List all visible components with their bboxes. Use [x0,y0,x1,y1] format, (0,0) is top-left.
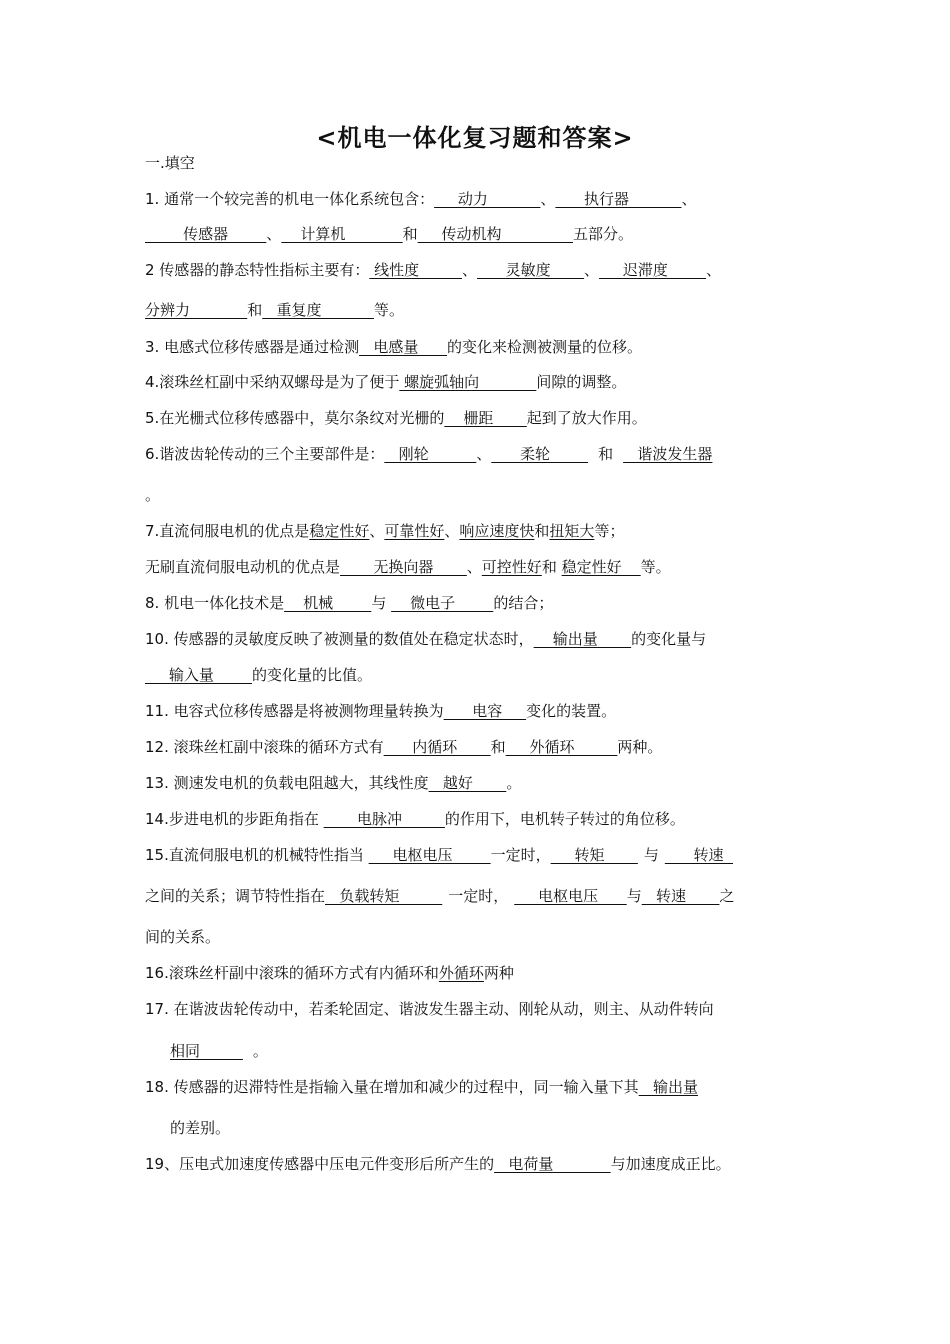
question-6-line-2: 。 [145,486,161,504]
question-4: 4.滚珠丝杠副中采纳双螺母是为了便于 螺旋弧轴向 间隙的调整。 [145,373,627,391]
answer-blank: 传感器 [145,225,267,243]
question-5: 5.在光栅式位移传感器中，莫尔条纹对光栅的 栅距 起到了放大作用。 [145,409,647,427]
question-2-line-1: 2 传感器的静态特性指标主要有： 线性度 、 灵敏度 、 迟滞度 、 [145,261,722,279]
answer-blank: 无换向器 [340,558,467,576]
answer-blank: 外循环 [505,738,618,756]
question-12: 12. 滚珠丝杠副中滚珠的循环方式有 内循环 和 外循环 两种。 [145,738,663,756]
answer-blank: 螺旋弧轴向 [399,373,537,391]
answer-blank: 电容 [443,702,527,720]
question-10-line-2: 输入量 的变化量的比值。 [145,666,373,684]
answer-blank: 电脉冲 [323,810,445,828]
answer-blank: 电感量 [359,338,448,356]
answer-blank: 灵敏度 [477,261,585,279]
question-2-line-2: 分辨力 和 重复度 等。 [145,301,405,319]
question-15-line-3: 间的关系。 [145,928,221,946]
question-1-line-2: 传感器 、 计算机 和 传动机构 五部分。 [145,225,634,243]
question-3: 3. 电感式位移传感器是通过检测 电感量 的变化来检测被测量的位移。 [145,338,643,356]
question-1-line-1: 1. 通常一个较完善的机电一体化系统包含： 动力 、 执行器 、 [145,190,697,208]
answer-blank: 可靠性好 [384,522,445,540]
question-13: 13. 测速发电机的负载电阻越大，其线性度 越好 。 [145,774,522,792]
answer-blank: 线性度 [369,261,463,279]
answer-blank: 电枢电压 [368,846,491,864]
answer-blank: 转速 [664,846,734,864]
question-18-line-1: 18. 传感器的迟滞特性是指输入量在增加和减少的过程中，同一输入量下其 输出量 [145,1078,698,1096]
answer-blank: 电荷量 [494,1155,611,1173]
answer-blank: 响应速度快 [459,522,535,540]
answer-blank: 谐波发生器 [623,445,713,463]
answer-blank: 迟滞度 [599,261,707,279]
question-15-line-1: 15.直流伺服电机的机械特性指当 电枢电压 一定时， 转矩 与 转速 [145,846,734,864]
question-7-line-2: 无刷直流伺服电动机的优点是 无换向器 、可控性好和 稳定性好 等。 [145,558,671,576]
question-18-line-2: 的差别。 [170,1119,231,1137]
answer-blank: 柔轮 [491,445,589,463]
section-heading: 一.填空 [145,154,195,172]
answer-blank: 重复度 [262,301,374,319]
answer-blank: 转速 [641,887,720,905]
answer-blank: 相同 [170,1042,243,1060]
question-8: 8. 机电一体化技术是 机械 与 微电子 的结合； [145,594,554,612]
question-17-line-1: 17. 在谐波齿轮传动中，若柔轮固定、谐波发生器主动、刚轮从动，则主、从动件转向 [145,1000,714,1018]
question-7-line-1: 7.直流伺服电机的优点是稳定性好、可靠性好、响应速度快和扭矩大等； [145,522,625,540]
answer-blank: 可控性好 [481,558,542,576]
answer-blank: 动力 [434,190,541,208]
answer-blank: 微电子 [391,594,494,612]
question-6-line-1: 6.谐波齿轮传动的三个主要部件是： 刚轮 、 柔轮 和 谐波发生器 [145,445,713,463]
answer-blank: 执行器 [555,190,682,208]
answer-blank: 传动机构 [417,225,573,243]
question-11: 11. 电容式位移传感器是将被测物理量转换为 电容 变化的装置。 [145,702,617,720]
answer-blank: 扭矩大 [549,522,595,540]
question-14: 14.步进电机的步距角指在 电脉冲 的作用下，电机转子转过的角位移。 [145,810,685,828]
question-19: 19、压电式加速度传感器中压电元件变形后所产生的 电荷量 与加速度成正比。 [145,1155,731,1173]
question-17-line-2: 相同 。 [170,1042,268,1060]
answer-blank: 机械 [284,594,372,612]
answer-blank: 外循环 [438,964,484,982]
answer-blank: 计算机 [281,225,403,243]
answer-blank: 输入量 [145,666,252,684]
answer-blank: 转矩 [550,846,638,864]
answer-blank: 稳定性好 [561,558,641,576]
answer-blank: 刚轮 [384,445,477,463]
answer-blank: 栅距 [444,409,527,427]
answer-blank: 输出量 [533,630,632,648]
answer-blank: 内循环 [383,738,491,756]
answer-blank: 分辨力 [145,301,248,319]
page-title: <机电一体化复习题和答案> [316,123,634,152]
answer-blank: 越好 [428,774,507,792]
answer-blank: 稳定性好 [309,522,370,540]
answer-blank: 电枢电压 [514,887,627,905]
answer-blank: 输出量 [638,1078,698,1096]
answer-blank: 负载转矩 [325,887,443,905]
question-16: 16.滚珠丝杆副中滚珠的循环方式有内循环和外循环两种 [145,964,514,982]
question-10-line-1: 10. 传感器的灵敏度反映了被测量的数值处在稳定状态时， 输出量 的变化量与 [145,630,707,648]
question-15-line-2: 之间的关系；调节特性指在 负载转矩 一定时， 电枢电压 与 转速 之 [145,887,735,905]
